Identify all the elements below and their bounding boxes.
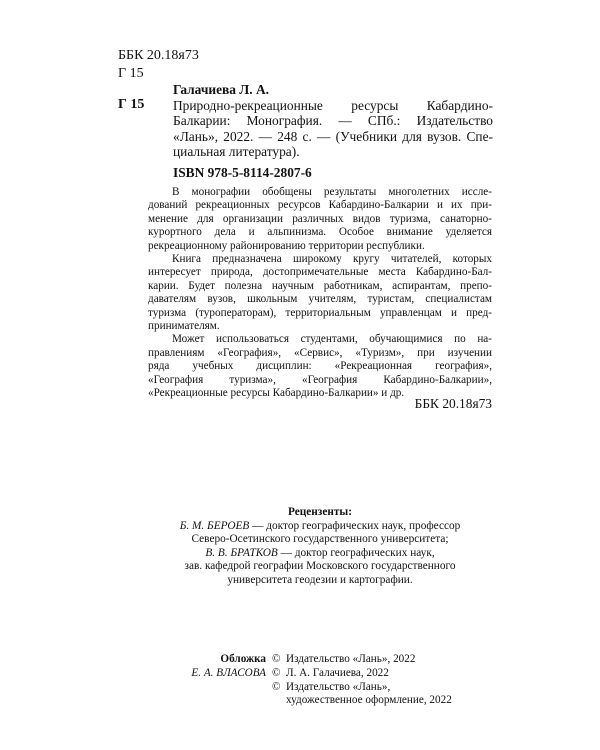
entry-line: Балкарии: Монография. — СПб.: Издательство xyxy=(173,113,493,128)
isbn: ISBN 978-5-8114-2807-6 xyxy=(173,165,312,180)
annotation-line: карии. Будет полезна научным работникам, аспирантам, препо- xyxy=(148,279,492,292)
bbk-code-top: ББК 20.18я73 xyxy=(118,48,199,63)
copyright-symbol: © xyxy=(272,653,281,665)
reviewer-1-title: — доктор географических наук, профессор xyxy=(249,519,461,532)
copyright-symbol: © xyxy=(272,666,281,679)
bbk-code-bottom: ББК 20.18я73 xyxy=(414,396,492,411)
reviewer-2-title: — доктор географических наук, xyxy=(277,546,435,559)
copyright-text: Издательство «Лань», 2022 xyxy=(286,653,416,665)
annotation-line: Книга предназначена широкому кругу читателей, которых xyxy=(172,253,492,266)
annotation-line: интересует природа, достопримечательные места Кабардино-Бал- xyxy=(148,266,492,279)
annotation-line: «География туризма», «География Кабардино-Балкарии», xyxy=(148,373,492,386)
cover-author: Е. А. ВЛАСОВА xyxy=(191,666,266,679)
author-mark-left: Г 15 xyxy=(118,97,145,112)
copyright-row xyxy=(148,667,452,681)
copyright-row xyxy=(148,694,452,708)
reviewer-1-name: Б. М. БЕРОЕВ xyxy=(179,519,250,532)
annotation-line: курортного дела и альпинизма. Особое внимание уделяется xyxy=(148,226,492,239)
annotation-line: принимателям. xyxy=(148,320,220,333)
annotation-line: дований рекреационных ресурсов Кабардино-Балкарии и их при- xyxy=(148,199,492,212)
copyright-row xyxy=(148,653,452,667)
annotation-line: рекреационному районированию территории республики. xyxy=(148,239,425,252)
copyright-text: художественное оформление, 2022 xyxy=(286,694,452,707)
reviewer-2-affiliation: зав. кафедрой географии Московского государственного xyxy=(184,560,456,573)
annotation-line: правлениям «География», «Сервис», «Туризм», при изучении xyxy=(148,346,492,359)
author-name: Галачиева Л. А. xyxy=(173,82,270,97)
reviewer-2 xyxy=(148,547,492,561)
annotation-line: «Рекреационные ресурсы Кабардино-Балкарии» и др. xyxy=(148,387,405,400)
reviewers-heading: Рецензенты: xyxy=(288,506,352,518)
entry-line: Природно-рекреационные ресурсы Кабардино- xyxy=(173,97,493,113)
reviewer-1 xyxy=(148,520,492,534)
annotation-line: В монографии обобщены результаты многолетних иссле- xyxy=(172,186,492,198)
author-mark-top: Г 15 xyxy=(118,66,144,81)
annotation-line: ряда учебных дисциплин: «Рекреационная география», xyxy=(148,360,492,373)
bibliographic-entry xyxy=(173,82,493,160)
annotation xyxy=(148,186,492,401)
copyright-block xyxy=(148,653,452,708)
reviewers-block xyxy=(148,506,492,588)
reviewer-2-name: В. В. БРАТКОВ xyxy=(205,546,278,559)
reviewer-1-affiliation: Северо-Осетинского государственного университета; xyxy=(191,533,449,546)
copyright-row xyxy=(148,681,452,695)
entry-line: циальная литература). xyxy=(173,144,300,159)
copyright-symbol: © xyxy=(272,680,281,693)
entry-line: «Лань», 2022. — 248 с. — (Учебники для вузов. Спе- xyxy=(173,128,493,144)
annotation-line: туризма (туроператорам), территориальным управленцам и пред- xyxy=(148,306,492,319)
copyright-text: Издательство «Лань», xyxy=(286,680,391,693)
reviewer-2-affiliation: университета геодезии и картографии. xyxy=(227,573,413,586)
cover-label: Обложка xyxy=(220,653,266,665)
annotation-line: менение для организации различных видов туризма, санаторно- xyxy=(148,212,492,225)
copyright-text: Л. А. Галачиева, 2022 xyxy=(286,666,389,679)
annotation-line: Может использоваться студентами, обучающимися по на- xyxy=(172,333,492,346)
annotation-line: давателям вузов, школьным учителям, туристам, специалистам xyxy=(148,293,492,306)
